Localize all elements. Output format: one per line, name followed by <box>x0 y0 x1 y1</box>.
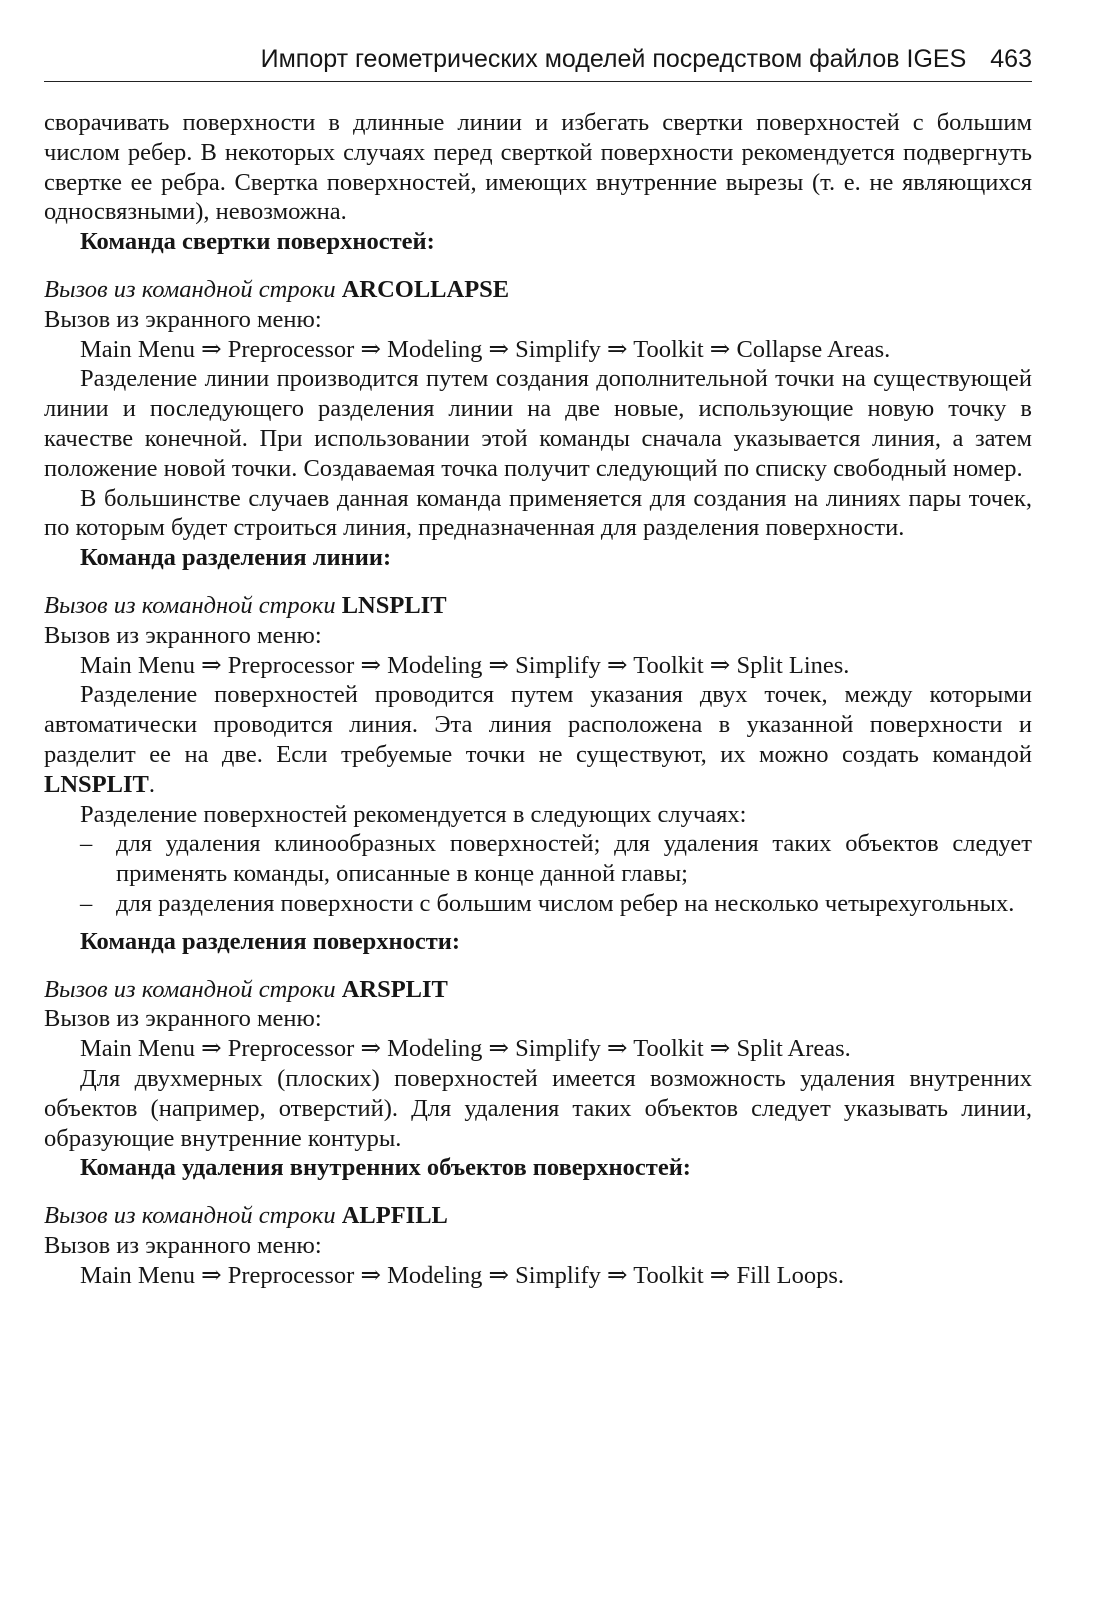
command-name: ALPFILL <box>341 1202 448 1230</box>
list-item-text: для разделения поверхности с большим числом ребер на несколько четырехугольных. <box>116 889 1015 917</box>
bullet-list <box>44 829 1032 918</box>
menu-invocation-label: Вызов из экранного меню: <box>44 1231 322 1259</box>
paragraph-text: Разделение поверхностей проводится путем указания двух точек, между которыми автоматически проводится линия. Эта линия расположена в указанной поверхности и разделит ее на две. Если требуемые точки не существуют, их можно создать командой <box>44 681 1032 768</box>
list-item-text: для удаления клинообразных поверхностей; для удаления таких объектов следует применять команды, описанные в конце данной главы; <box>116 830 1032 888</box>
invoke-label: Вызов из командной строки <box>44 275 336 303</box>
menu-path: Main Menu ⇒ Preprocessor ⇒ Modeling ⇒ Simplify ⇒ Toolkit ⇒ Collapse Areas. <box>80 335 891 363</box>
paragraph: Для двухмерных (плоских) поверхностей имеется возможность удаления внутренних объектов (например, отверстий). Для удаления таких объектов следует указывать линии, образующие внутренние контуры. <box>44 1064 1032 1152</box>
inline-command: LNSPLIT <box>44 770 149 798</box>
list-item <box>44 889 1032 919</box>
command-line-invocation <box>44 1201 1032 1231</box>
command-heading: Команда разделения поверхности: <box>80 927 461 955</box>
command-line-invocation <box>44 275 1032 305</box>
command-heading: Команда разделения линии: <box>80 544 392 572</box>
command-line-invocation <box>44 975 1032 1005</box>
page-body <box>44 108 1032 1290</box>
command-name: LNSPLIT <box>341 591 447 619</box>
list-dash: – <box>80 830 93 858</box>
paragraph-text: . <box>148 770 155 798</box>
command-line-invocation <box>44 591 1032 621</box>
paragraph: сворачивать поверхности в длинные линии и избегать свертки поверхностей с большим числом ребер. В некоторых случаях перед сверткой поверхности рекомендуется подвергнуть свертке ее ребра. Свертка поверхностей, имеющих внутренние вырезы (т. е. не являющихся односвязными), невозможна. <box>44 109 1032 226</box>
running-header <box>44 36 1032 82</box>
paragraph: Разделение поверхностей рекомендуется в следующих случаях: <box>80 800 747 828</box>
command-heading: Команда удаления внутренних объектов поверхностей: <box>80 1154 691 1182</box>
command-heading: Команда свертки поверхностей: <box>80 228 435 256</box>
list-item <box>44 829 1032 889</box>
invoke-label: Вызов из командной строки <box>44 975 336 1003</box>
command-name: ARCOLLAPSE <box>341 275 510 303</box>
list-dash: – <box>80 889 93 917</box>
menu-path: Main Menu ⇒ Preprocessor ⇒ Modeling ⇒ Simplify ⇒ Toolkit ⇒ Split Areas. <box>80 1035 851 1063</box>
page-number: 463 <box>990 45 1032 73</box>
header-title: Импорт геометрических моделей посредством файлов IGES <box>260 45 967 73</box>
menu-invocation-label: Вызов из экранного меню: <box>44 621 322 649</box>
paragraph: В большинстве случаев данная команда применяется для создания на линиях пары точек, по которым будет строиться линия, предназначенная для разделения поверхности. <box>44 484 1032 542</box>
invoke-label: Вызов из командной строки <box>44 591 336 619</box>
paragraph: Разделение линии производится путем создания дополнительной точки на существующей линии и последующего разделения линии на две новые, использующие новую точку в качестве конечной. При использовании этой команды сначала указывается линия, а затем положение новой точки. Создаваемая точка получит следующий по списку свободный номер. <box>44 365 1032 482</box>
invoke-label: Вызов из командной строки <box>44 1202 336 1230</box>
menu-invocation-label: Вызов из экранного меню: <box>44 1005 322 1033</box>
menu-invocation-label: Вызов из экранного меню: <box>44 305 322 333</box>
command-name: ARSPLIT <box>341 975 448 1003</box>
menu-path: Main Menu ⇒ Preprocessor ⇒ Modeling ⇒ Simplify ⇒ Toolkit ⇒ Fill Loops. <box>80 1261 844 1289</box>
paragraph <box>44 680 1032 799</box>
menu-path: Main Menu ⇒ Preprocessor ⇒ Modeling ⇒ Simplify ⇒ Toolkit ⇒ Split Lines. <box>80 651 850 679</box>
